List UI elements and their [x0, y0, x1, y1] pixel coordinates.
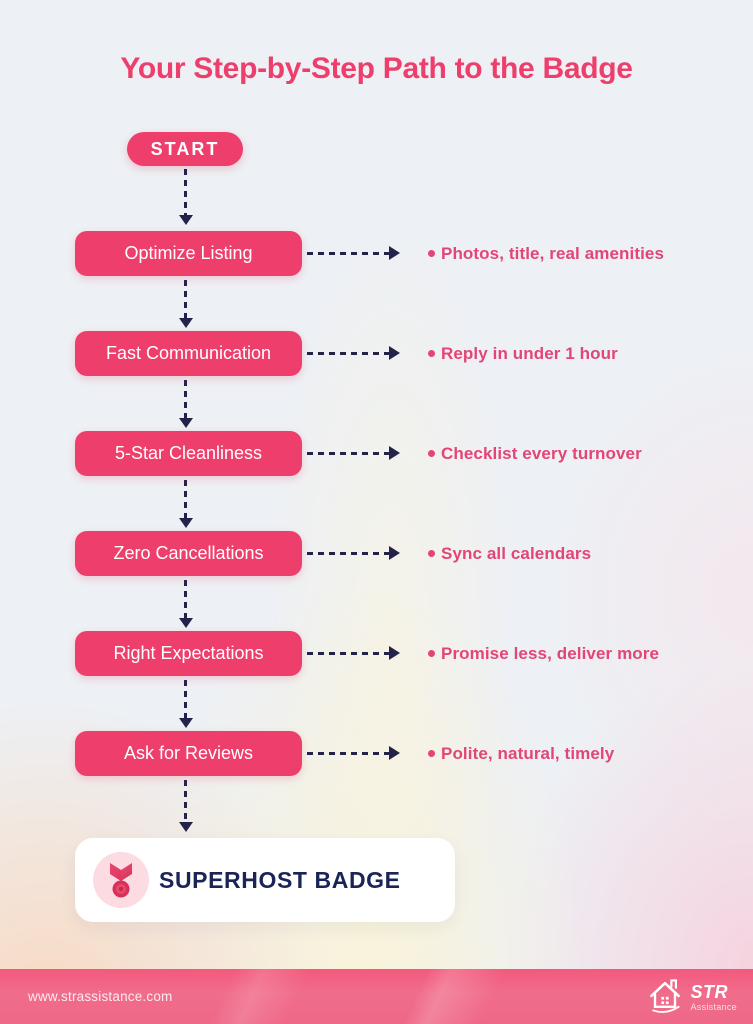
step-box-fast-communication: Fast Communication [75, 331, 302, 376]
connector-line [307, 652, 389, 655]
step-row [0, 731, 753, 776]
arrow-down-icon [179, 318, 193, 328]
bullet-dot [428, 250, 435, 257]
medal-icon [93, 852, 149, 908]
brand-subtitle: Assistance [690, 1001, 737, 1012]
step-row [0, 631, 753, 676]
arrow-right-icon [389, 346, 400, 360]
bullet-dot [428, 450, 435, 457]
start-node: START [127, 132, 243, 166]
bullet-dot [428, 350, 435, 357]
step-note: Sync all calendars [441, 543, 592, 563]
connector-line [184, 480, 187, 518]
brand-text [690, 983, 737, 1012]
step-row [0, 231, 753, 276]
arrow-right-icon [389, 646, 400, 660]
bullet-dot [428, 550, 435, 557]
step-note: Reply in under 1 hour [441, 343, 618, 363]
arrow-down-icon [179, 822, 193, 832]
step-box-zero-cancellations: Zero Cancellations [75, 531, 302, 576]
connector-line [307, 752, 389, 755]
arrow-right-icon [389, 746, 400, 760]
step-note: Checklist every turnover [441, 443, 642, 463]
step-note: Polite, natural, timely [441, 743, 615, 763]
bullet-dot [428, 750, 435, 757]
connector-line [307, 552, 389, 555]
brand-name: STR [690, 981, 728, 1002]
step-row [0, 431, 753, 476]
superhost-badge-label: SUPERHOST BADGE [159, 866, 401, 893]
arrow-right-icon [389, 546, 400, 560]
arrow-down-icon [179, 215, 193, 225]
step-box-right-expectations: Right Expectations [75, 631, 302, 676]
connector-line [184, 280, 187, 318]
connector-line [184, 380, 187, 418]
connector-line [307, 452, 389, 455]
connector-line [184, 780, 187, 822]
connector-line [307, 252, 389, 255]
brand-logo [645, 977, 737, 1017]
footer-bar [0, 969, 753, 1024]
page-title: Your Step-by-Step Path to the Badge [120, 52, 633, 85]
connector-line [307, 352, 389, 355]
connector-line [184, 680, 187, 718]
arrow-down-icon [179, 718, 193, 728]
arrow-right-icon [389, 446, 400, 460]
step-box-ask-for-reviews: Ask for Reviews [75, 731, 302, 776]
connector-line [184, 169, 187, 215]
step-row [0, 531, 753, 576]
connector-line [184, 580, 187, 618]
step-box-5-star-cleanliness: 5-Star Cleanliness [75, 431, 302, 476]
step-row [0, 331, 753, 376]
superhost-badge-card [75, 838, 455, 922]
house-icon [645, 975, 685, 1020]
step-note: Promise less, deliver more [441, 643, 660, 663]
arrow-right-icon [389, 246, 400, 260]
step-box-optimize-listing: Optimize Listing [75, 231, 302, 276]
website-url: www.strassistance.com [28, 989, 173, 1004]
bullet-dot [428, 650, 435, 657]
arrow-down-icon [179, 418, 193, 428]
arrow-down-icon [179, 618, 193, 628]
arrow-down-icon [179, 518, 193, 528]
step-note: Photos, title, real amenities [441, 243, 665, 263]
